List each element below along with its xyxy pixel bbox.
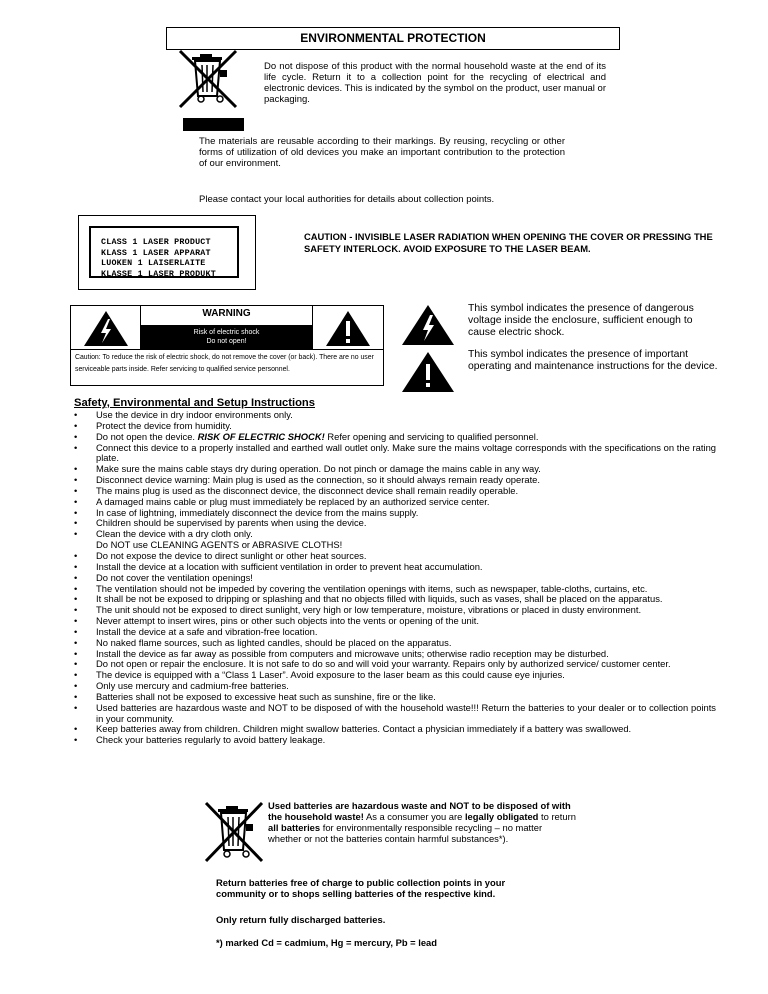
list-item: • The unit should not be exposed to direct sunlight, very high or low temperature, moisture, vibrations or placed in dusty environment. [74,604,642,616]
env-paragraph-2: The materials are reusable according to their markings. By reusing, recycling or other forms of utilization of old devices you make an important contribution to the protection of our environment. [199,136,565,169]
list-item: • Clean the device with a dry cloth only. [74,528,253,540]
list-item: • Disconnect device warning: Main plug is used as the connection, so it should always remain ready operate. [74,474,540,486]
list-item: • Do not expose the device to direct sunlight or other heat sources. [74,549,367,561]
laser-caution: CAUTION - INVISIBLE LASER RADIATION WHEN OPENING THE COVER OR PRESSING THE SAFETY INTERLOCK. AVOID EXPOSURE TO THE LASER BEAM. [304,231,713,254]
crossed-bin-icon [202,800,266,864]
list-item: • Keep batteries away from children. Children might swallow batteries. Contact a physician immediately if a battery was swallowed. [74,723,632,735]
safety-heading: Safety, Environmental and Setup Instructions [74,397,315,409]
list-item: • Install the device as far away as possible from computers and microwave units; otherwise radio reception may be disturbed. [74,647,609,659]
list-item: • Do not open the device. RISK OF ELECTRIC SHOCK! Refer opening and servicing to qualified personnel. [74,430,539,442]
list-item: • The mains plug is used as the disconnect device, the disconnect device shall remain readily operable. [74,484,519,496]
list-item: • The ventilation should not be impeded by covering the ventilation openings with items, such as newspaper, table-cloths, curtains, etc. [74,582,648,594]
list-item: • A damaged mains cable or plug must immediately be replaced by an authorized service center. [74,495,490,507]
list-item: • Only use mercury and cadmium-free batteries. [74,680,289,692]
lightning-triangle-icon [398,303,458,347]
battery-discharged-text: Only return fully discharged batteries. [216,914,386,925]
list-item: • Do not open or repair the enclosure. It is not safe to do so and will void your warranty. Repairs only by authorized service/ customer center. [74,658,671,670]
list-item: • Install the device at a safe and vibration-free location. [74,625,318,637]
lightning-triangle-icon [71,306,141,350]
page-title: ENVIRONMENTAL PROTECTION [166,27,620,50]
warning-box [70,305,384,386]
list-item: • The device is equipped with a “Class 1 Laser”. Avoid exposure to the laser beam as this could cause eye injuries. [74,669,565,681]
list-item: • Check your batteries regularly to avoid battery leakage. [74,734,326,746]
warning-caution: Caution: To reduce the risk of electric shock, do not remove the cover (or back). There are no user serviceable parts inside. Refer servicing to qualified service personnel. [75,354,374,373]
list-item: • Use the device in dry indoor environments only. [74,409,293,420]
laser-line: KLASS 1 LASER APPARAT [101,247,211,258]
list-item: • Make sure the mains cable stays dry during operation. Do not pinch or damage the mains cable in any way. [74,463,541,475]
warning-sub-2: Do not open! [206,338,247,345]
list-item: • Children should be supervised by parents when using the device. [74,517,367,529]
shock-symbol-text: This symbol indicates the presence of dangerous voltage inside the enclosure, sufficient enough to cause electric shock. [468,303,694,338]
exclamation-triangle-icon [398,350,458,394]
list-item: • Install the device at a location with sufficient ventilation in order to prevent heat accumulation. [74,560,483,572]
list-item: • Connect this device to a properly installed and earthed wall outlet only. Make sure the mains voltage corresponds with the specifications on the rating plate. [74,441,716,464]
safety-list [74,410,716,746]
battery-paragraph: Used batteries are hazardous waste and NOT to be disposed of with the household waste! As a consumer you are legally obligated to return all batteries for environmentally responsible recycling – no matter whether or not the batteries contain harmful substances*). [268,800,576,844]
list-item-continuation: Do NOT use CLEANING AGENTS or ABRASIVE CLOTHS! [96,539,343,551]
crossed-bin-icon [176,48,240,110]
list-item: • Protect the device from humidity. [74,419,232,431]
laser-line: KLASSE 1 LASER PRODUKT [101,268,216,279]
laser-label [78,215,256,290]
list-item: • Do not cover the ventilation openings! [74,571,253,583]
black-bar [183,118,244,131]
battery-footnote: *) marked Cd = cadmium, Hg = mercury, Pb = lead [216,937,437,948]
battery-return-text: Return batteries free of charge to public collection points in your community or to shops selling batteries of the respective kind. [216,877,506,899]
exclamation-triangle-icon [313,306,384,350]
warning-sub-1: Risk of electric shock [193,329,260,336]
list-item: • In case of lightning, immediately disconnect the device from the mains supply. [74,506,419,518]
list-item: • Never attempt to insert wires, pins or other such objects into the vents or opening of the unit. [74,615,480,627]
list-item: • Batteries shall not be exposed to excessive heat such as sunshine, fire or the like. [74,690,436,702]
important-symbol-text: This symbol indicates the presence of important operating and maintenance instructions for the device. [468,349,718,372]
laser-line: LUOKEN 1 LAISERLAITE [101,258,206,268]
list-item: • It shall be not be exposed to dripping or splashing and that no objects filled with liquids, such as vases, shall be placed on the apparatus. [74,593,663,605]
list-item: • Used batteries are hazardous waste and NOT to be disposed of with the household waste!!! Return the batteries to your dealer or to collection points in your community. [74,701,716,724]
env-paragraph-3: Please contact your local authorities for details about collection points. [199,194,495,205]
laser-line: CLASS 1 LASER PRODUCT [101,237,211,247]
list-item: • No naked flame sources, such as lighted candles, should be placed on the apparatus. [74,636,452,648]
env-paragraph-1: Do not dispose of this product with the normal household waste at the end of its life cycle. Return it to a collection point for the recycling of electrical and electronic devices. This is indicated by the symbol on the product, user manual or packaging. [264,61,606,105]
warning-title: WARNING [202,308,251,319]
